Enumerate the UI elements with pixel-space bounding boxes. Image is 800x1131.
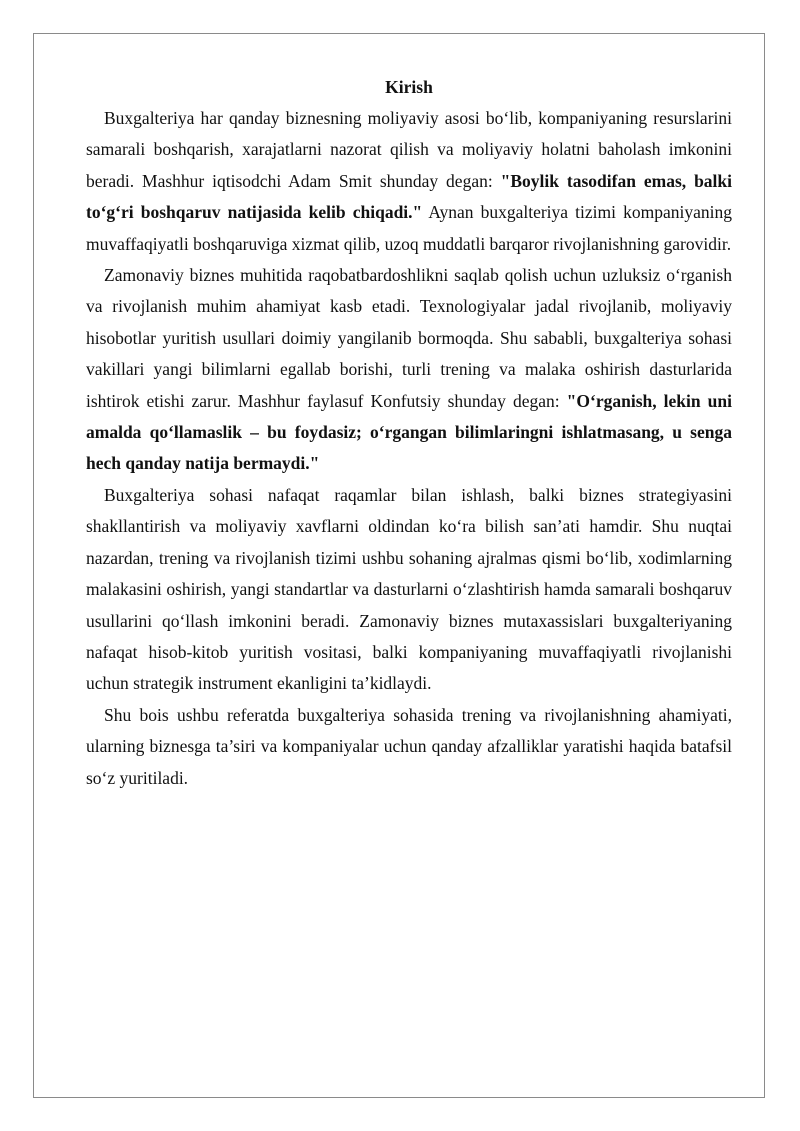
paragraph-1 xyxy=(86,103,732,260)
section-title: Kirish xyxy=(385,77,433,97)
paragraph-2 xyxy=(86,260,732,480)
paragraph-3 xyxy=(86,480,732,700)
paragraph-text: Buxgalteriya sohasi nafaqat raqamlar bilan ishlash, balki biznes strategiyasini shakllantirish va moliyaviy xavflarni oldindan ko‘ra bilish san’ati hamdir. Shu nuqtai nazardan, trening va rivojlanish tizimi ushbu sohaning ajralmas qismi bo‘lib, xodimlarning malakasini oshirish, yangi standartlar va dasturlarni o‘zlashtirish hamda samarali boshqaruv usullarini qo‘llash imkonini beradi. Zamonaviy biznes mutaxassislari buxgalteriyaning nafaqat hisob-kitob yuritish vositasi, balki kompaniyaning muvaffaqiyatli rivojlanishi uchun strategik instrument ekanligini ta’kidlaydi. xyxy=(86,484,732,694)
paragraph-4 xyxy=(86,700,732,794)
paragraph-text: Zamonaviy biznes muhitida raqobatbardoshlikni saqlab qolish uchun uzluksiz o‘rganish va rivojlanish muhim ahamiyat kasb etadi. Texnologiyalar jadal rivojlanib, moliyaviy hisobotlar yuritish usullari doimiy yangilanib bormoqda. Shu sababli, buxgalteriya sohasi vakillari yangi bilimlarni egallab borishi, turli trening va malaka oshirish dasturlarida ishtirok etishi zarur. Mashhur faylasuf Konfutsiy shunday degan: xyxy=(86,265,732,411)
paragraph-text: Buxgalteriya har qanday biznesning moliyaviy asosi bo‘lib, kompaniyaning resurslarini samarali boshqarish, xarajatlarni nazorat qilish va moliyaviy holatni baholash imkonini beradi. Mashhur iqtisodchi Adam Smit shunday degan: xyxy=(86,108,732,191)
paragraph-text: Aynan buxgalteriya tizimi kompaniyaning muvaffaqiyatli boshqaruviga xizmat qilib, uzoq muddatli barqaror rivojlanishning garovidir. xyxy=(86,202,733,254)
document-body xyxy=(86,72,732,794)
paragraph-text: Shu bois ushbu referatda buxgalteriya sohasida trening va rivojlanishning ahamiyati, ularning biznesga ta’siri va kompaniyalar uchun qanday afzalliklar yaratishi haqida batafsil so‘z yuritiladi. xyxy=(86,704,732,788)
quote-adam-smith: "Boylik tasodifan emas, balki to‘g‘ri boshqaruv natijasida kelib chiqadi." xyxy=(86,170,733,223)
quote-confucius: "O‘rganish, lekin uni amalda qo‘llamaslik – bu foydasiz; o‘rgangan bilimlaringni ishlatmasang, u senga hech qanday natija bermaydi." xyxy=(86,390,732,474)
